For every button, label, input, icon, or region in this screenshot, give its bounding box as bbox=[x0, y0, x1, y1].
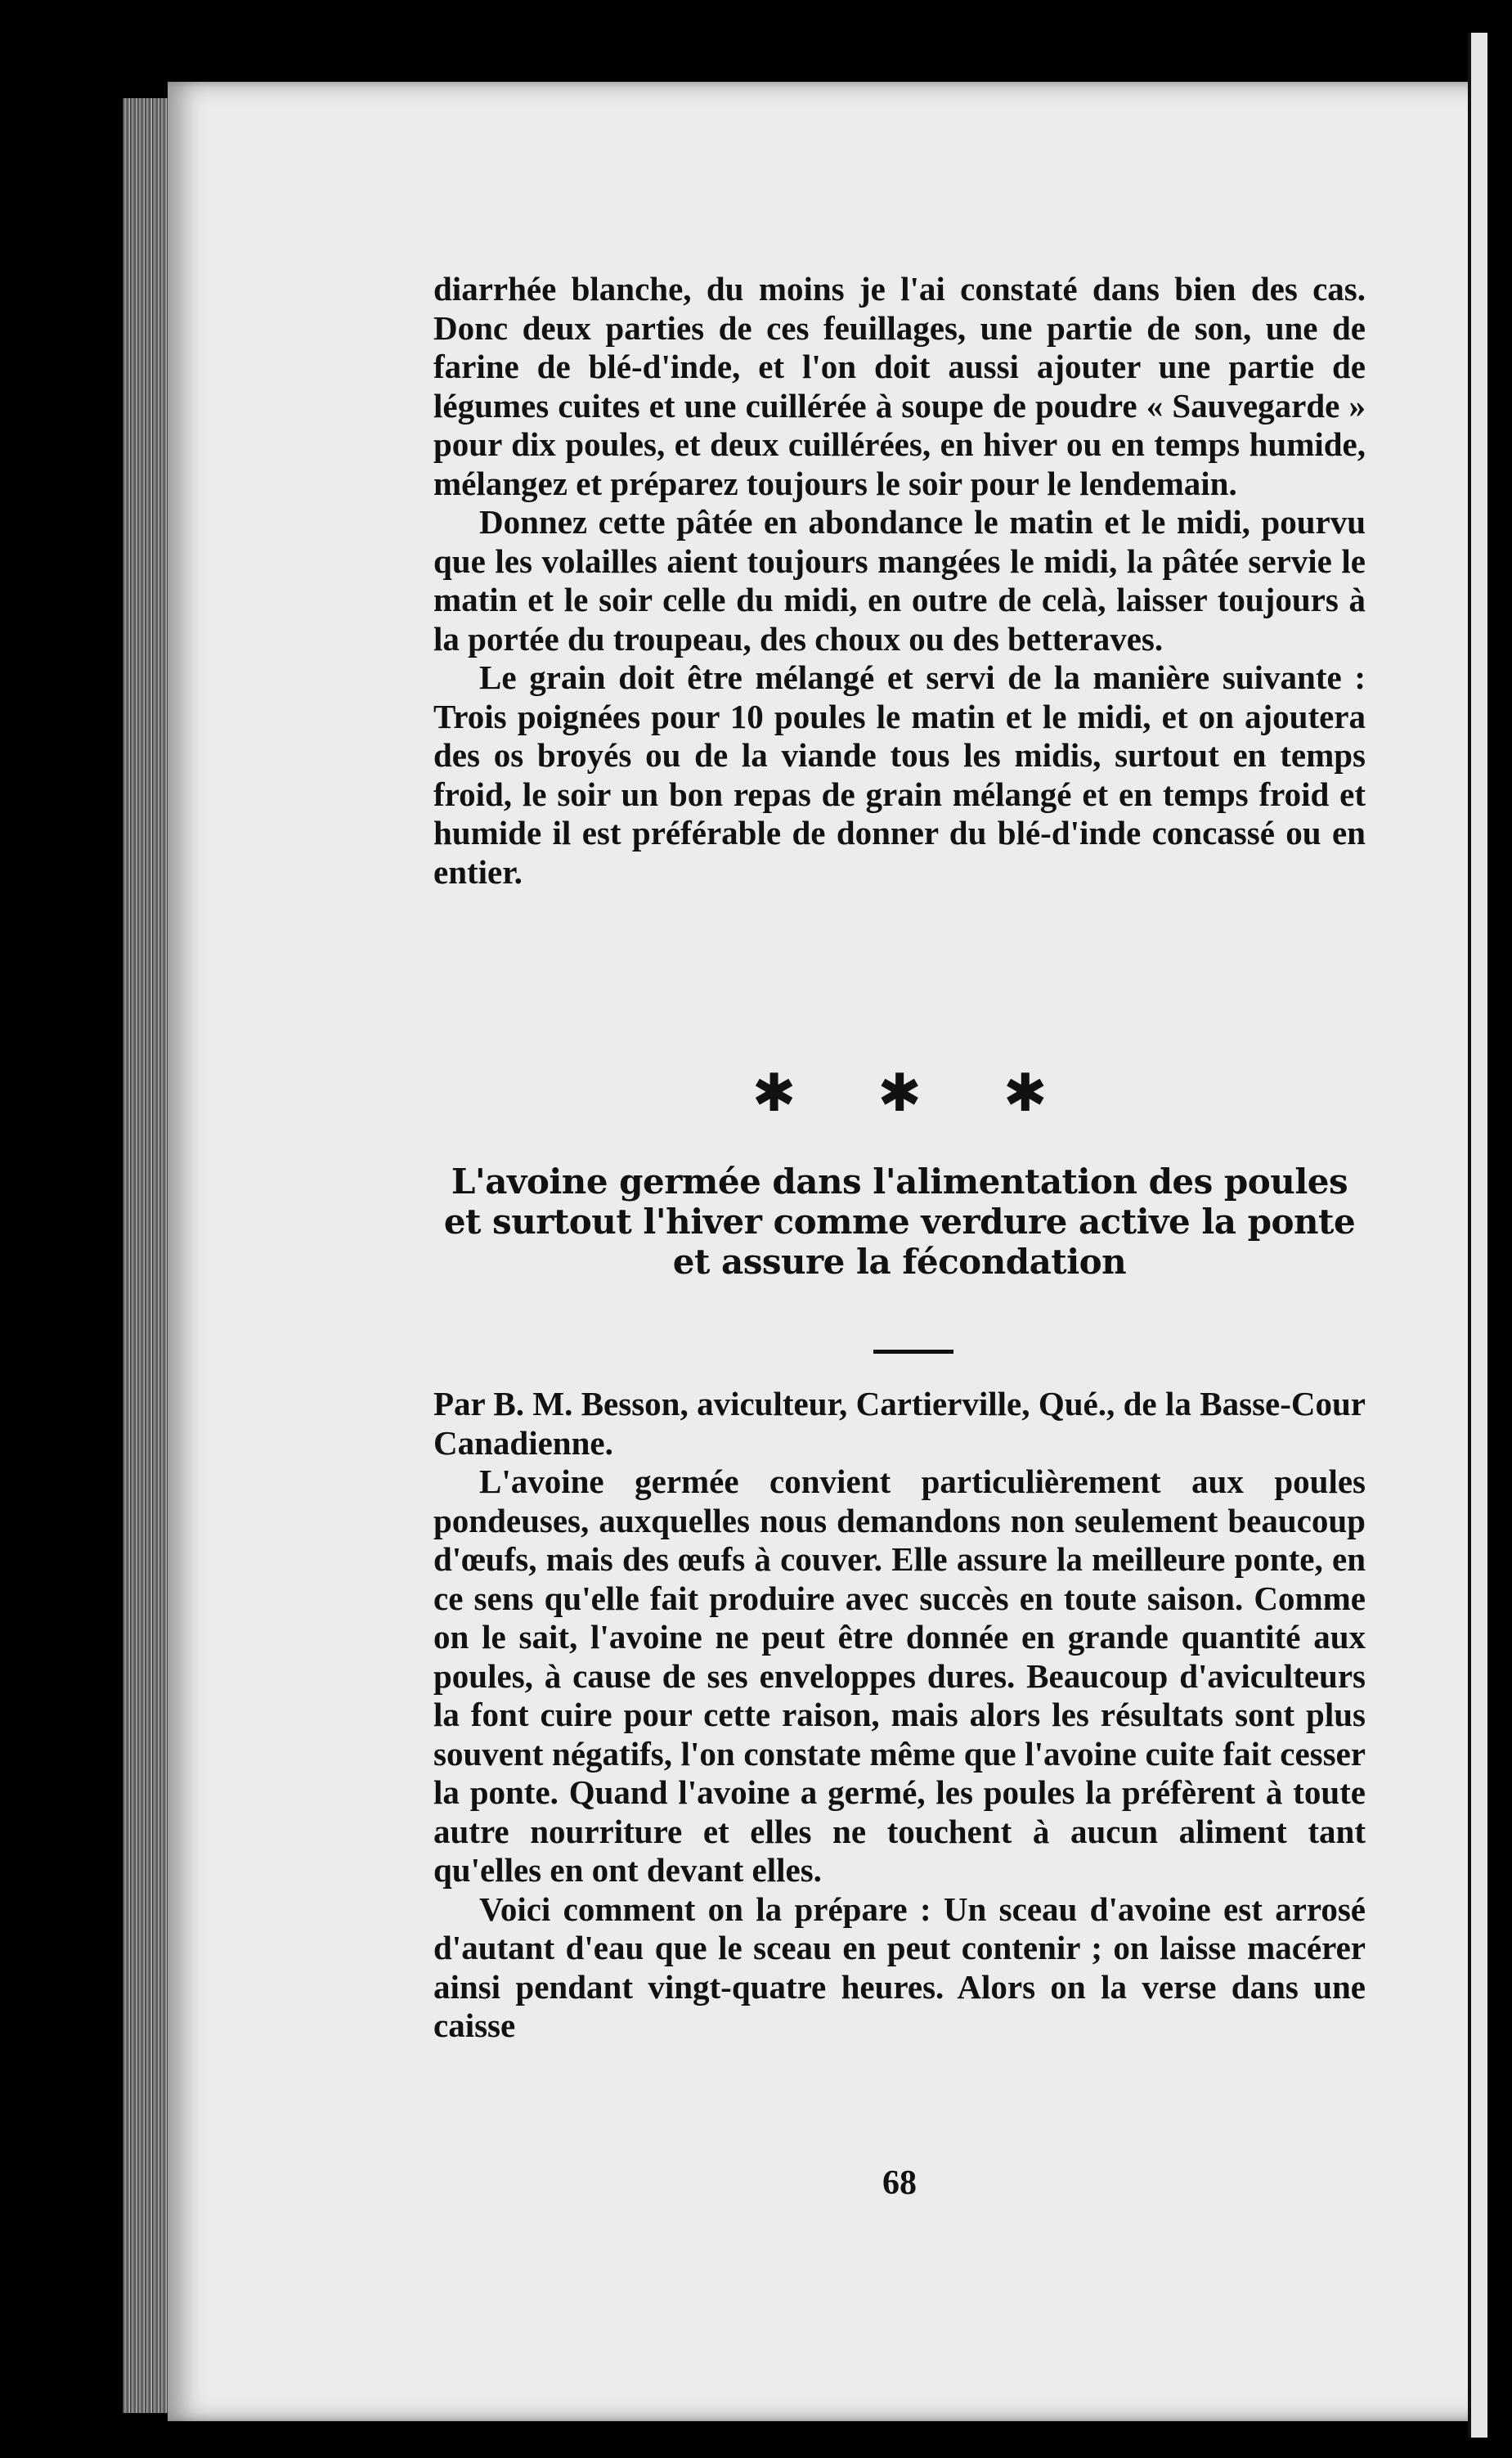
paragraph: L'avoine germée convient particulièrement aux poules pondeuses, auxquelles nous demandons non seulement beaucoup d'œufs, mais des œufs à couver. Elle assure la meilleure ponte, en ce sens qu'elle fait produire avec succès en toute saison. Comme on le sait, l'avoine ne peut être donnée en grande quantité aux poules, à cause de ses enveloppes dures. Beaucoup d'aviculteurs la font cuire pour cette raison, mais alors les résultats sont plus souvent négatifs, l'on constate même que l'avoine cuite fait cesser la ponte. Quand l'avoine a germé, les poules la préfèrent à toute autre nourriture et elles ne touchent à aucun aliment tant qu'elles en ont devant elles. bbox=[433, 1463, 1366, 1889]
text-block-top bbox=[433, 270, 1366, 892]
page-edges bbox=[123, 98, 172, 2413]
asterisk-ornament-icon: ✱ bbox=[1003, 1063, 1048, 1124]
paragraph: diarrhée blanche, du moins je l'ai constaté dans bien des cas. Donc deux parties de ces feuillages, une partie de son, une de farine de blé-d'inde, et l'on doit aussi ajouter une partie de légumes cuites et une cuillérée à soupe de poudre « Sauvegarde » pour dix poules, et deux cuillérées, en hiver ou en temps humide, mélangez et préparez toujours le soir pour le lendemain. bbox=[433, 270, 1366, 502]
asterisk-ornament-icon: ✱ bbox=[752, 1063, 796, 1124]
paragraph: Donnez cette pâtée en abondance le matin et le midi, pourvu que les volailles aient toujours mangées le midi, la pâtée servie le matin et le soir celle du midi, en outre de celà, laisser toujours à la portée du troupeau, des choux ou des betteraves. bbox=[433, 503, 1366, 658]
right-page-edge bbox=[1468, 33, 1487, 2438]
asterisk-ornament-icon: ✱ bbox=[877, 1063, 922, 1124]
heading-rule bbox=[873, 1350, 953, 1354]
paragraph: Voici comment on la prépare : Un sceau d'avoine est arrosé d'autant d'eau que le sceau en peut contenir ; on laisse macérer ainsi pendant vingt-quatre heures. Alors on la verse dans une caisse bbox=[433, 1890, 1366, 2044]
paragraph: Le grain doit être mélangé et servi de la manière suivante : Trois poignées pour 10 poules le matin et le midi, et on ajoutera des os broyés ou de la viande tous les midis, surtout en temps froid, le soir un bon repas de grain mélangé et en temps froid et humide il est préférable de donner du blé-d'inde concassé ou en entier. bbox=[433, 658, 1366, 891]
text-block-article bbox=[433, 1385, 1366, 2046]
page-number: 68 bbox=[882, 2164, 917, 2202]
article-heading: L'avoine germée dans l'alimentation des poules et surtout l'hiver comme verdure active la ponte et assure la fécondation bbox=[443, 1162, 1356, 1282]
byline: Par B. M. Besson, aviculteur, Cartierville, Qué., de la Basse-Cour Canadienne. bbox=[433, 1385, 1366, 1462]
section-ornament bbox=[433, 1063, 1366, 1124]
